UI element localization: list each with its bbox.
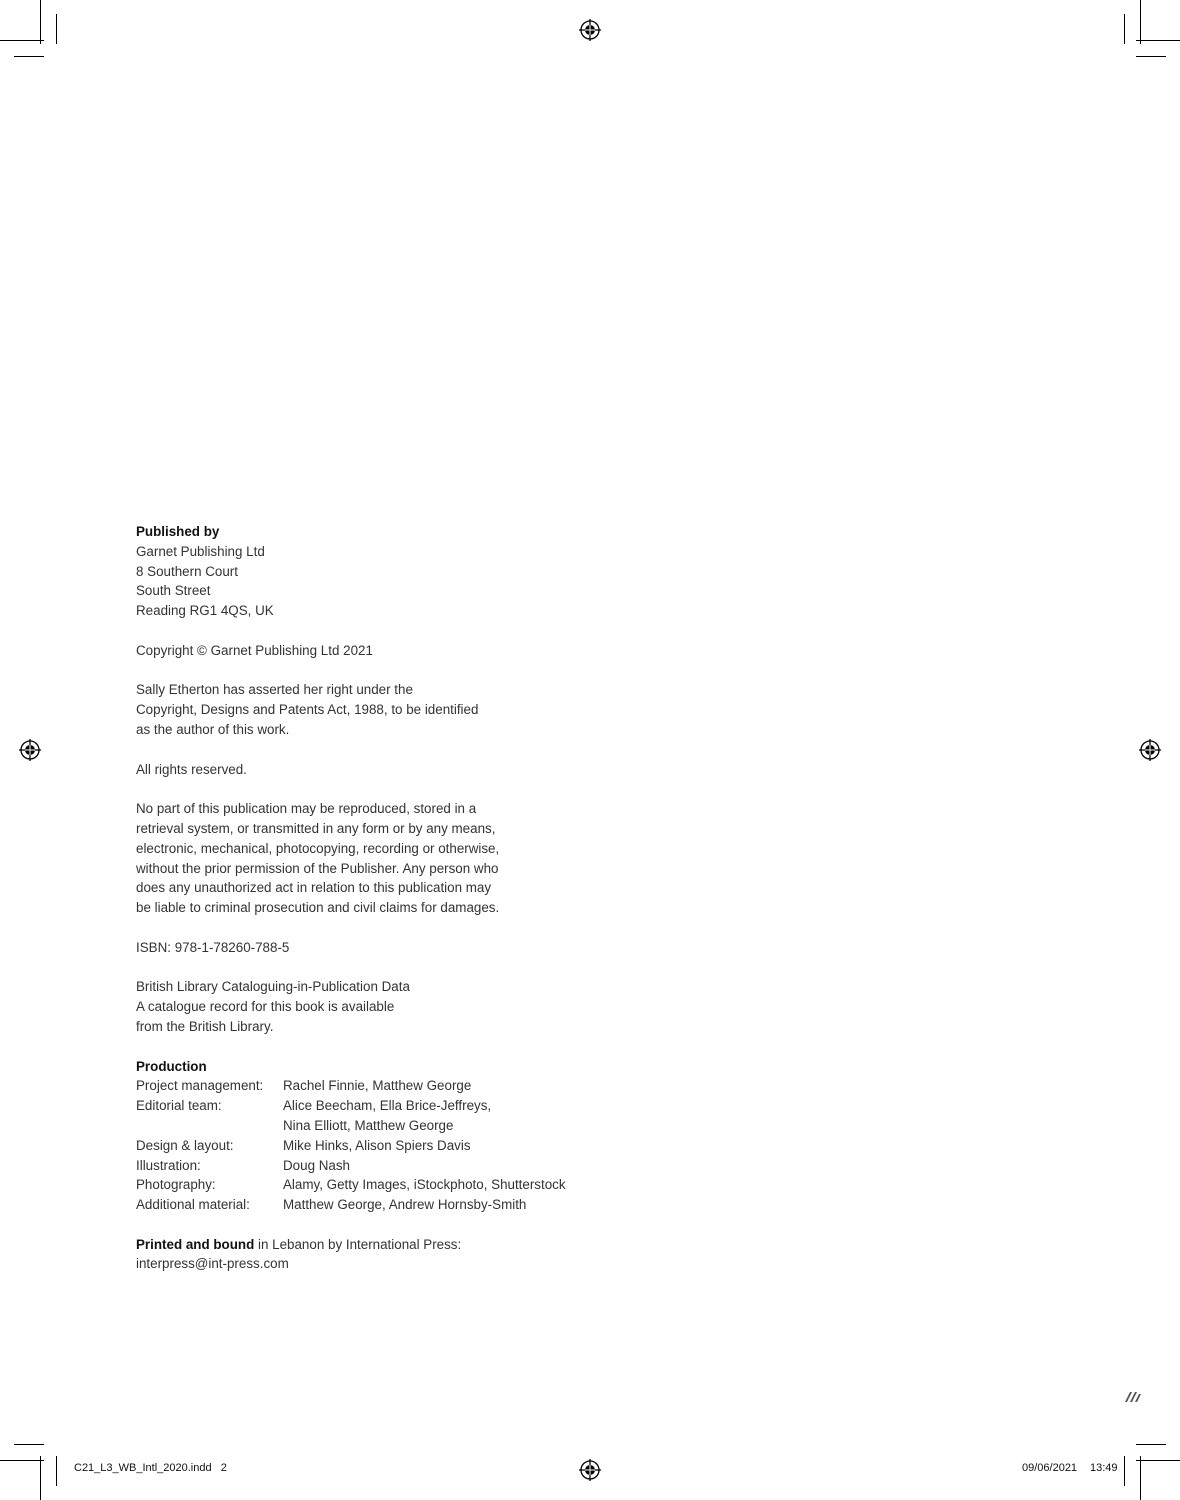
crop-mark — [40, 1456, 41, 1500]
printer-section — [136, 1235, 656, 1275]
credit-names: Mike Hinks, Alison Spiers Davis — [283, 1137, 471, 1153]
production-heading: Production — [136, 1058, 207, 1074]
credit-names: Alice Beecham, Ella Brice-Jeffreys, — [283, 1098, 492, 1114]
text-line: Sally Etherton has asserted her right under the — [136, 682, 413, 698]
text-line: be liable to criminal prosecution and civil claims for damages. — [136, 900, 500, 916]
crop-mark — [1124, 14, 1125, 44]
printed-bound-label: Printed and bound — [136, 1236, 255, 1252]
crop-mark — [56, 14, 57, 44]
credit-role — [136, 1116, 283, 1136]
crop-mark — [40, 0, 41, 44]
slug-date: 09/06/2021 — [1022, 1462, 1078, 1474]
slug-filename: C21_L3_WB_Intl_2020.indd 2 — [74, 1462, 227, 1474]
credit-role: Photography: — [136, 1177, 216, 1193]
crop-mark — [1136, 1444, 1166, 1445]
text-line: retrieval system, or transmitted in any form or by any means, — [136, 820, 496, 836]
all-rights-reserved: All rights reserved. — [136, 761, 247, 777]
text-line: A catalogue record for this book is available — [136, 999, 395, 1015]
address-line: 8 Southern Court — [136, 563, 238, 579]
crop-mark — [14, 56, 44, 57]
text-line: without the prior permission of the Publisher. Any person who — [136, 860, 499, 876]
crop-mark — [1140, 1456, 1141, 1500]
printer-line — [136, 1235, 656, 1255]
address-line: Garnet Publishing Ltd — [136, 543, 265, 559]
text-line: No part of this publication may be reproduced, stored in a — [136, 801, 477, 817]
reproduction-notice — [136, 799, 656, 918]
imprint-block — [136, 522, 656, 1294]
publisher-logo-icon — [1124, 1387, 1142, 1403]
printer-email: interpress@int-press.com — [136, 1256, 289, 1272]
credit-role: Editorial team: — [136, 1098, 222, 1114]
author-rights-notice — [136, 680, 656, 739]
text-line: Copyright, Designs and Patents Act, 1988, to be identified — [136, 702, 479, 718]
credit-names: Matthew George, Andrew Hornsby-Smith — [283, 1197, 527, 1213]
crop-mark — [56, 1456, 57, 1486]
crop-mark — [1136, 40, 1180, 41]
crop-mark — [0, 1460, 44, 1461]
registration-mark-icon — [579, 19, 601, 41]
slug-time: 13:49 — [1090, 1462, 1118, 1474]
registration-mark-icon — [579, 1459, 601, 1481]
isbn: ISBN: 978-1-78260-788-5 — [136, 939, 290, 955]
crop-mark — [1136, 1460, 1180, 1461]
text-line: electronic, mechanical, photocopying, recording or otherwise, — [136, 840, 500, 856]
credit-names: Doug Nash — [283, 1157, 350, 1173]
credit-role: Project management: — [136, 1078, 264, 1094]
registration-mark-icon — [19, 739, 41, 761]
cip-notice — [136, 977, 656, 1036]
registration-mark-icon — [1139, 739, 1161, 761]
copyright-notice: Copyright © Garnet Publishing Ltd 2021 — [136, 642, 373, 658]
credit-role: Additional material: — [136, 1197, 250, 1213]
credit-names: Rachel Finnie, Matthew George — [283, 1078, 472, 1094]
crop-mark — [14, 1444, 44, 1445]
crop-mark — [1136, 56, 1166, 57]
text-line: does any unauthorized act in relation to this publication may — [136, 880, 492, 896]
published-by-heading: Published by — [136, 524, 220, 539]
publisher-section — [136, 522, 656, 621]
credit-names: Alamy, Getty Images, iStockphoto, Shutterstock — [283, 1177, 566, 1193]
text-line: from the British Library. — [136, 1018, 274, 1034]
text-line: British Library Cataloguing-in-Publication Data — [136, 979, 410, 995]
credits-list — [136, 1076, 656, 1215]
crop-mark — [1140, 0, 1141, 44]
address-line: South Street — [136, 583, 211, 599]
credit-role: Illustration: — [136, 1157, 201, 1173]
crop-mark — [0, 40, 44, 41]
credit-role: Design & layout: — [136, 1137, 234, 1153]
crop-mark — [1124, 1456, 1125, 1486]
printer-location: in Lebanon by International Press: — [254, 1236, 462, 1252]
credit-names: Nina Elliott, Matthew George — [283, 1117, 454, 1133]
production-section — [136, 1057, 656, 1215]
text-line: as the author of this work. — [136, 721, 290, 737]
address-line: Reading RG1 4QS, UK — [136, 603, 274, 619]
